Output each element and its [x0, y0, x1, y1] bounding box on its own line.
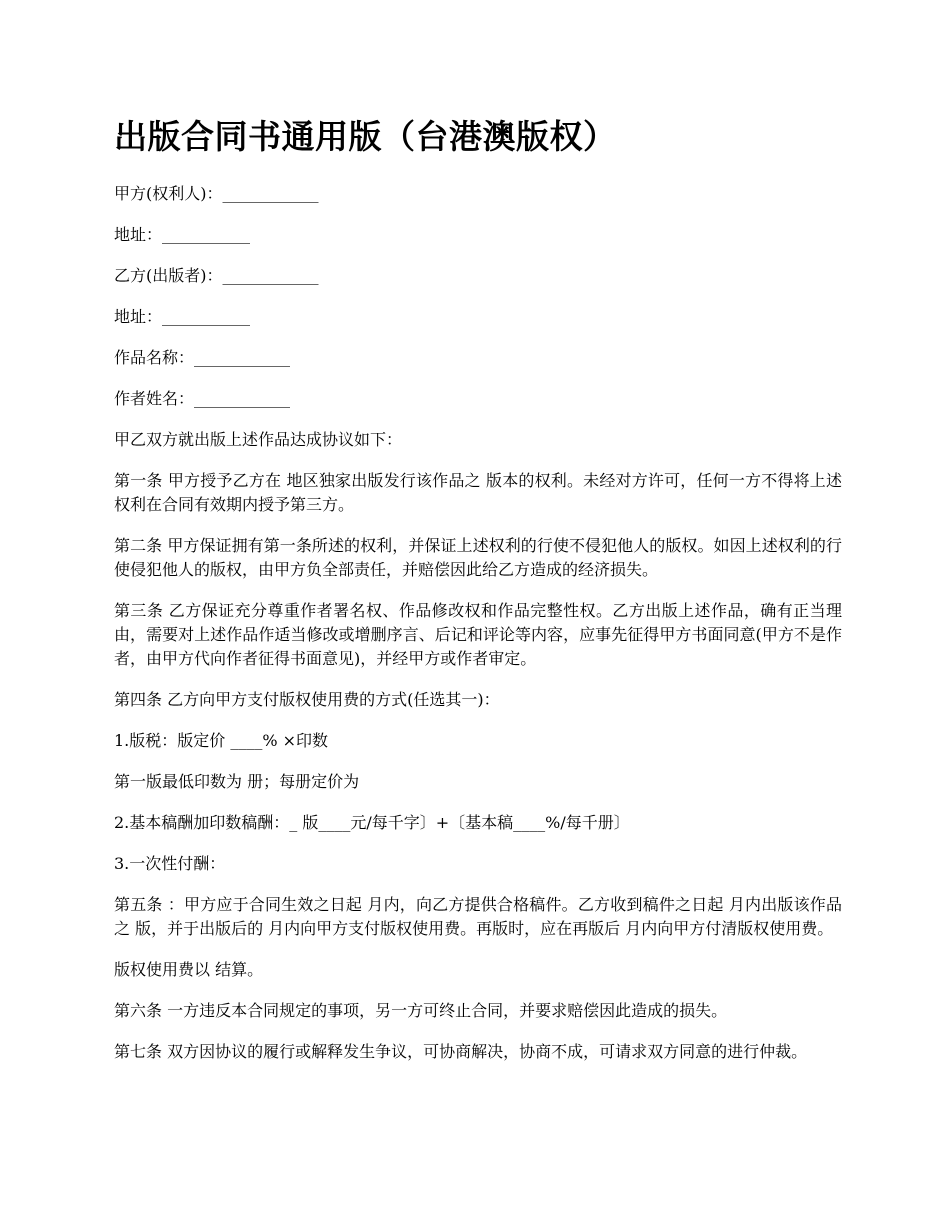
payment-option-3: 3.一次性付酬： [114, 854, 226, 873]
party-b-line: 乙方(出版者)：____________ [114, 266, 319, 285]
article-7: 第七条 双方因协议的履行或解释发生争议，可协商解决，协商不成，可请求双方同意的进行仲裁。 [114, 1042, 808, 1061]
party-a-address-line: 地址：___________ [114, 225, 251, 244]
work-title-line: 作品名称：____________ [114, 348, 291, 367]
article-1: 第一条 甲方授予乙方在 地区独家出版发行该作品之 版本的权利。未经对方许可，任何一方不得将上述权利在合同有效期内授予第三方。 [114, 471, 842, 514]
first-edition-line: 第一版最低印数为 册；每册定价为 [114, 772, 360, 791]
party-b-address-line: 地址：___________ [114, 307, 251, 326]
article-3: 第三条 乙方保证充分尊重作者署名权、作品修改权和作品完整性权。乙方出版上述作品，确有正当理由，需要对上述作品作适当修改或增删序言、后记和评论等内容，应事先征得甲方书面同意(甲方不是作者，由甲方代向作者征得书面意见)，并经甲方或作者审定。 [114, 601, 842, 668]
article-2: 第二条 甲方保证拥有第一条所述的权利，并保证上述权利的行使不侵犯他人的版权。如因上述权利的行使侵犯他人的版权，由甲方负全部责任，并赔偿因此给乙方造成的经济损失。 [114, 536, 842, 579]
article-6: 第六条 一方违反本合同规定的事项，另一方可终止合同，并要求赔偿因此造成的损失。 [114, 1001, 728, 1020]
settlement-line: 版权使用费以 结算。 [114, 960, 264, 979]
party-a-line: 甲方(权利人)：____________ [114, 184, 319, 203]
article-4: 第四条 乙方向甲方支付版权使用费的方式(任选其一)： [114, 690, 500, 709]
author-name-line: 作者姓名：____________ [114, 389, 291, 408]
payment-option-1: 1.版税：版定价 ____% ×印数 [114, 731, 329, 750]
article-5: 第五条 ：甲方应于合同生效之日起 月内，向乙方提供合格稿件。乙方收到稿件之日起 月内出版该作品之 版，并于出版后的 月内向甲方支付版权使用费。再版时，应在再版后 月内向甲方付清版权使用费。 [114, 895, 842, 938]
agreement-intro: 甲乙双方就出版上述作品达成协议如下： [114, 430, 403, 449]
document-page [114, 112, 842, 1081]
payment-option-2: 2.基本稿酬加印数稿酬：_ 版____元/每千字〕+〔基本稿____%/每千册〕 [114, 813, 630, 832]
document-title: 出版合同书通用版（台港澳版权） [114, 117, 617, 156]
